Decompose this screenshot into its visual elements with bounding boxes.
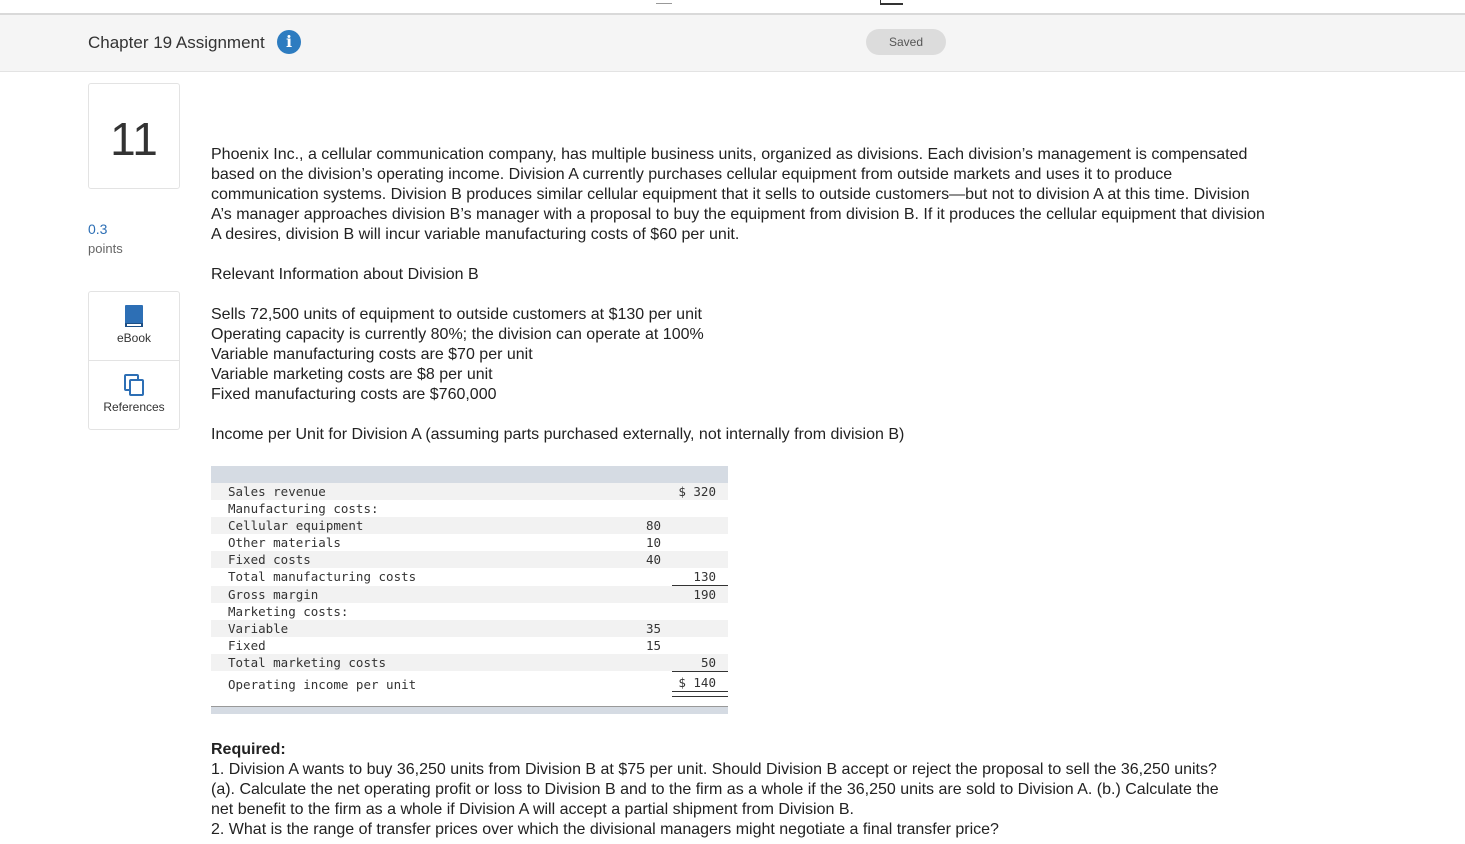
table-footer-bar xyxy=(211,706,728,714)
row-value-2: $ 140 xyxy=(678,675,716,690)
row-value-1: 80 xyxy=(645,518,661,533)
question-tools-panel xyxy=(88,291,180,430)
table-row xyxy=(211,483,728,500)
table-row xyxy=(211,534,728,551)
table-row xyxy=(211,551,728,568)
row-label: Total manufacturing costs xyxy=(228,569,417,584)
points-label: points xyxy=(88,241,123,256)
total-double-underline xyxy=(672,691,728,697)
required-item-2: 2. What is the range of transfer prices over which the divisional managers might negotiate a final transfer price? xyxy=(211,821,999,838)
top-mark-left xyxy=(656,0,672,4)
table-row xyxy=(211,674,728,696)
row-label: Fixed xyxy=(228,638,266,653)
top-mark-right xyxy=(880,0,903,5)
row-label: Operating income per unit xyxy=(228,677,417,692)
table-header-bar xyxy=(211,466,728,483)
row-value-2: 50 xyxy=(700,655,716,670)
fact-line: Fixed manufacturing costs are $760,000 xyxy=(211,386,497,403)
references-icon xyxy=(123,373,145,397)
row-value-1: 15 xyxy=(645,638,661,653)
row-value-1: 10 xyxy=(645,535,661,550)
table-row xyxy=(211,603,728,620)
table-row xyxy=(211,517,728,534)
table-row xyxy=(211,586,728,603)
row-value-1: 35 xyxy=(645,621,661,636)
row-label: Other materials xyxy=(228,535,341,550)
row-value-2: 130 xyxy=(693,569,716,584)
income-heading: Income per Unit for Division A (assuming parts purchased externally, not internally from division B) xyxy=(211,426,905,443)
table-row xyxy=(211,654,728,671)
question-number: 11 xyxy=(110,113,158,165)
top-edge-marks xyxy=(0,0,1465,14)
table-row xyxy=(211,620,728,637)
points-value: 0.3 xyxy=(88,221,108,237)
assignment-header xyxy=(0,15,1465,72)
references-label: References xyxy=(103,400,165,414)
row-value-1: 40 xyxy=(645,552,661,567)
question-number-box xyxy=(88,83,180,189)
references-button[interactable] xyxy=(89,361,179,429)
row-label: Manufacturing costs: xyxy=(228,501,379,516)
row-label: Variable xyxy=(228,621,289,636)
subtotal-underline xyxy=(672,671,728,672)
income-table xyxy=(211,466,728,713)
table-row xyxy=(211,500,728,517)
row-label: Total marketing costs xyxy=(228,655,387,670)
relevant-info-heading: Relevant Information about Division B xyxy=(211,266,479,283)
row-label: Marketing costs: xyxy=(228,604,349,619)
ebook-label: eBook xyxy=(116,331,152,345)
saved-status-badge: Saved xyxy=(866,29,946,55)
info-icon[interactable]: i xyxy=(277,30,301,54)
row-label: Gross margin xyxy=(228,587,319,602)
row-label: Fixed costs xyxy=(228,552,311,567)
fact-line: Operating capacity is currently 80%; the division can operate at 100% xyxy=(211,326,704,343)
row-label: Sales revenue xyxy=(228,484,326,499)
fact-line: Variable marketing costs are $8 per unit xyxy=(211,366,493,383)
row-value-2: $ 320 xyxy=(678,484,716,499)
book-icon xyxy=(123,304,145,328)
fact-line: Variable manufacturing costs are $70 per unit xyxy=(211,346,533,363)
question-intro: Phoenix Inc., a cellular communication company, has multiple business units, organized as divisions. Each division’s management is compensated based on the division’s operating income. Division A currently purchases cellular equipment from outside markets and uses it to produce communication systems. Division B produces similar cellular equipment that it sells to outside customers—but not to division A at this time. Division A’s manager approaches division B’s manager with a proposal to buy the equipment from division B. If it produces the cellular equipment that division A desires, division B will incur variable manufacturing costs of $60 per unit. xyxy=(211,146,1265,243)
table-row xyxy=(211,637,728,654)
fact-line: Sells 72,500 units of equipment to outside customers at $130 per unit xyxy=(211,306,702,323)
ebook-button[interactable] xyxy=(89,292,179,361)
row-value-2: 190 xyxy=(693,587,716,602)
required-heading: Required: xyxy=(211,741,286,758)
assignment-title: Chapter 19 Assignment xyxy=(88,33,265,52)
required-item-1: 1. Division A wants to buy 36,250 units from Division B at $75 per unit. Should Division B accept or reject the proposal to sell the 36,250 units? (a). Calculate the net operating profit or loss to Division B and to the firm as a whole if the 36,250 units are sold to Division A. (b.) Calculate the net benefit to the firm as a whole if Division A will accept a partial shipment from Division B. xyxy=(211,761,1219,818)
row-label: Cellular equipment xyxy=(228,518,364,533)
table-row xyxy=(211,568,728,585)
